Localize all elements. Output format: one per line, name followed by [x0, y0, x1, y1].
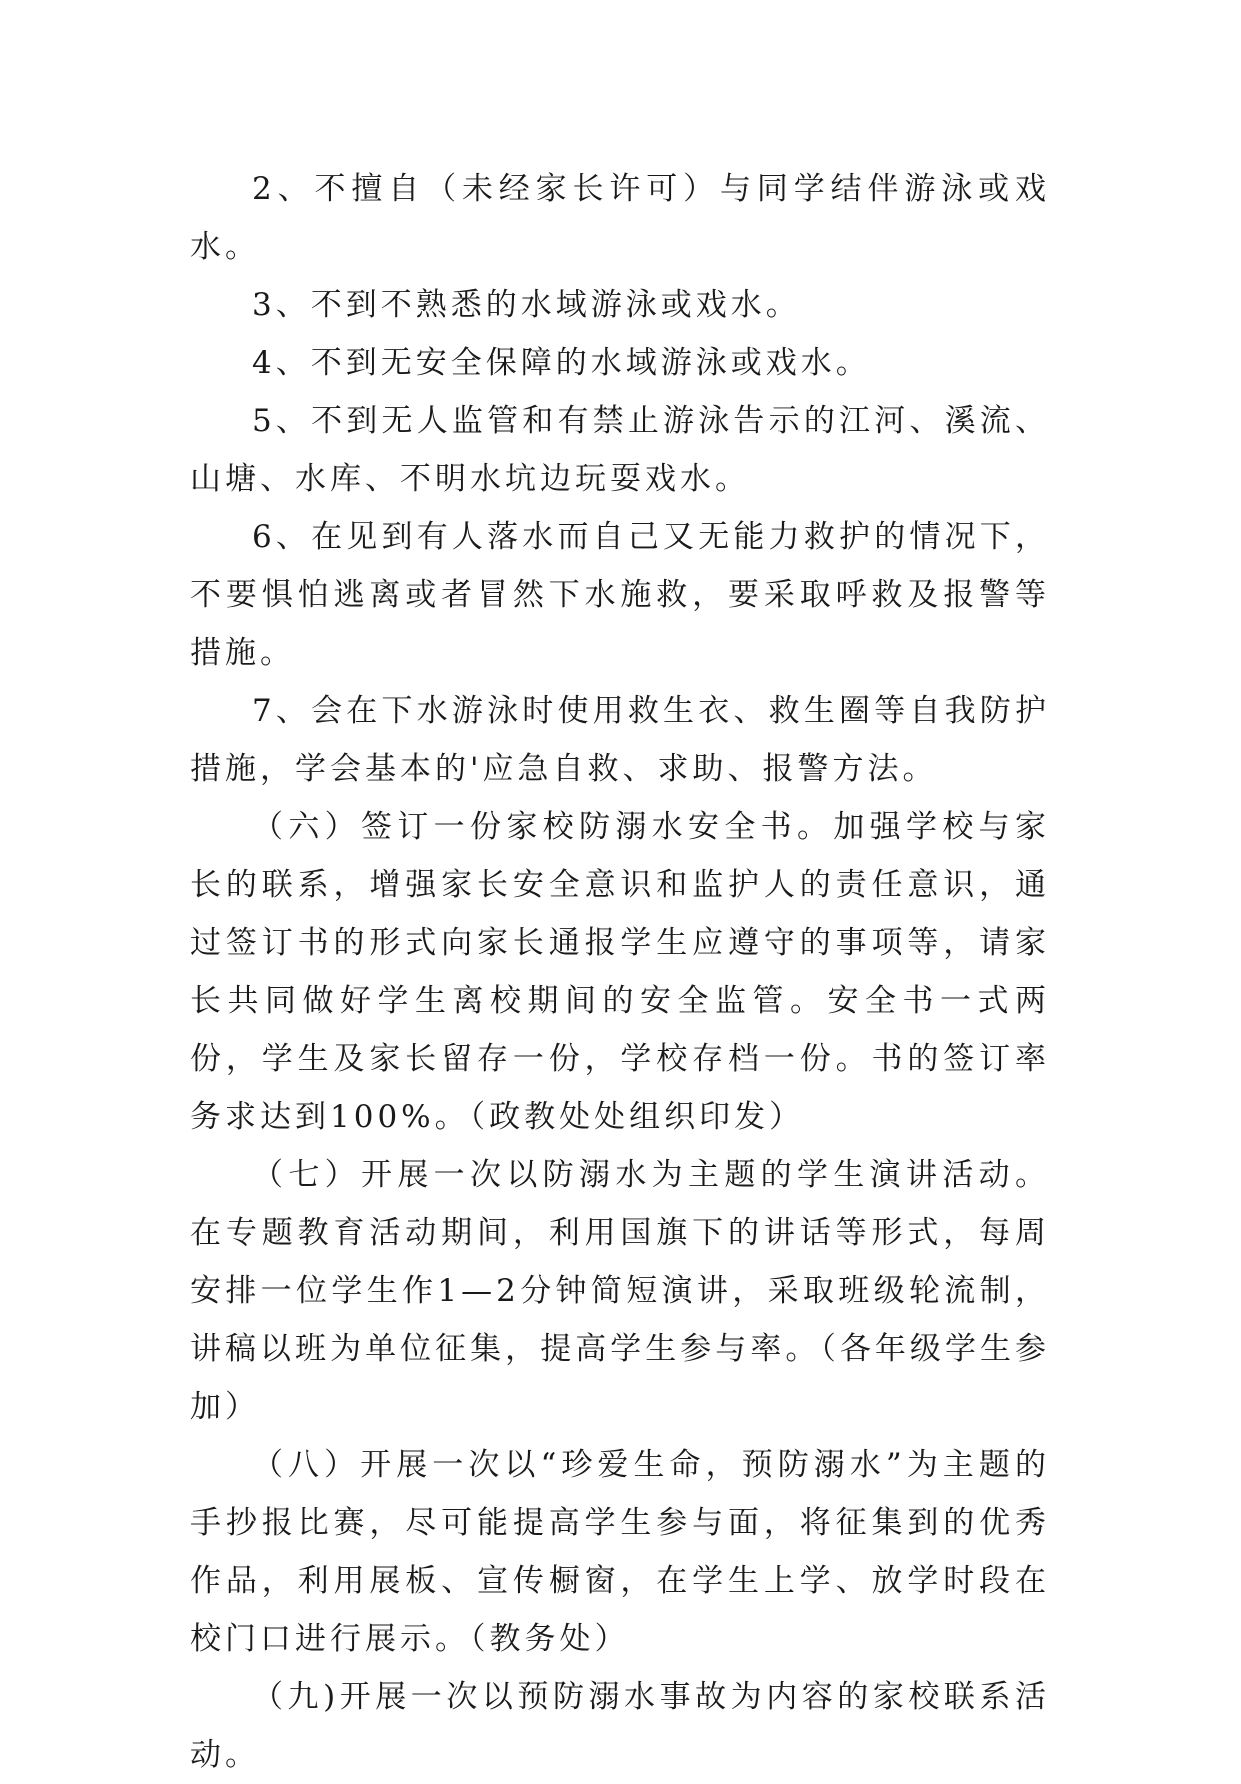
paragraph-item-3: 3、不到不熟悉的水域游泳或戏水。 [252, 287, 801, 323]
paragraph-item-6: 6、在见到有人落水而自己又无能力救护的情况下，不要惧怕逃离或者冒然下水施救，要采取呼救及报警等措施。 [190, 519, 1050, 671]
document-body [190, 160, 1050, 1784]
paragraph-item-7: 7、会在下水游泳时使用救生衣、救生圈等自我防护措施，学会基本的'应急自救、求助、报警方法。 [190, 693, 1050, 787]
paragraph-section-9: （九)开展一次以预防溺水事故为内容的家校联系活动。 [190, 1679, 1050, 1773]
paragraph-section-8: （八）开展一次以“珍爱生命，预防溺水”为主题的手抄报比赛，尽可能提高学生参与面，将征集到的优秀作品，利用展板、宣传橱窗，在学生上学、放学时段在校门口进行展示。（教务处） [190, 1447, 1050, 1657]
paragraph-item-2: 2、不擅自（未经家长许可）与同学结伴游泳或戏水。 [190, 171, 1050, 265]
paragraph-section-7: （七）开展一次以防溺水为主题的学生演讲活动。在专题教育活动期间，利用国旗下的讲话等形式，每周安排一位学生作1—2分钟简短演讲，采取班级轮流制，讲稿以班为单位征集，提高学生参与率。（各年级学生参加） [190, 1157, 1050, 1425]
paragraph-section-6: （六）签订一份家校防溺水安全书。加强学校与家长的联系，增强家长安全意识和监护人的责任意识，通过签订书的形式向家长通报学生应遵守的事项等，请家长共同做好学生离校期间的安全监管。安全书一式两份，学生及家长留存一份，学校存档一份。书的签订率务求达到100%。（政教处处组织印发） [190, 809, 1050, 1135]
paragraph-item-5: 5、不到无人监管和有禁止游泳告示的江河、溪流、山塘、水库、不明水坑边玩耍戏水。 [190, 403, 1050, 497]
paragraph-item-4: 4、不到无安全保障的水域游泳或戏水。 [252, 345, 871, 381]
